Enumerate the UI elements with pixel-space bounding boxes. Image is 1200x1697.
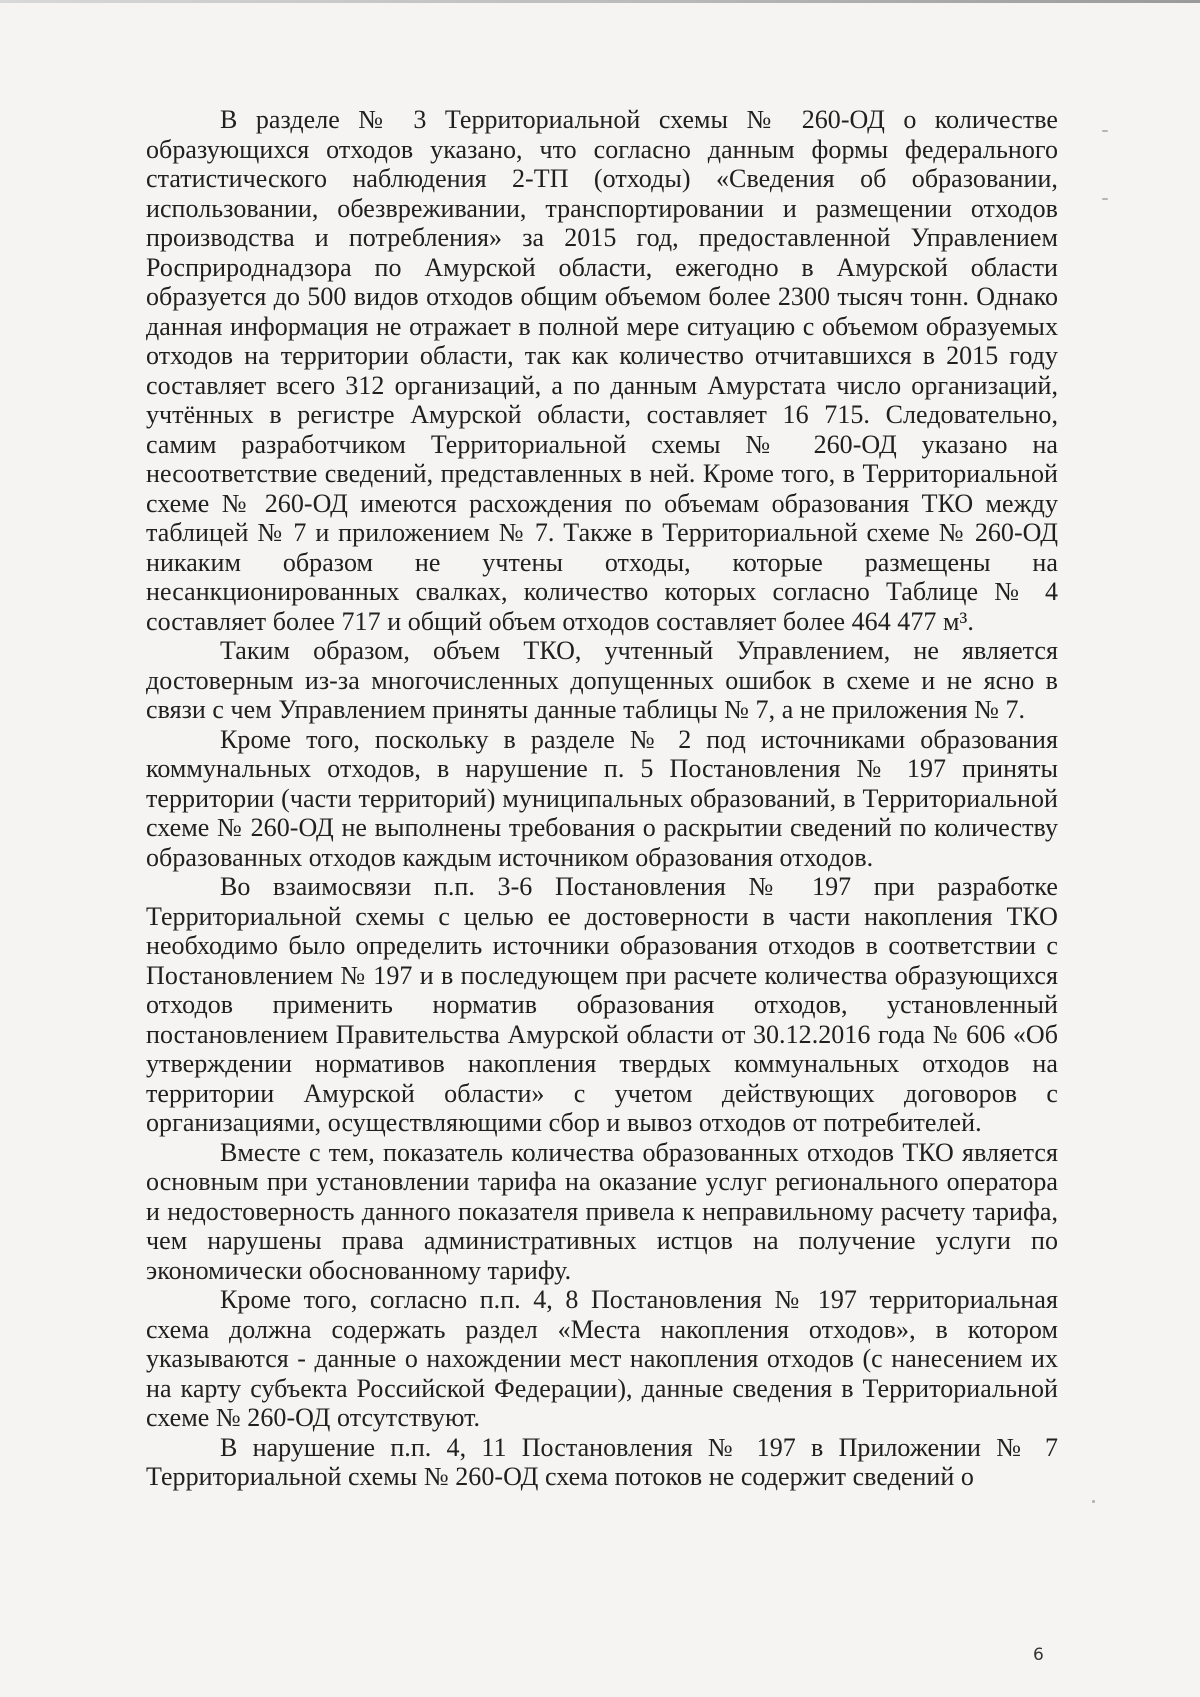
page-number: 6 <box>1033 1645 1044 1665</box>
paragraph: Кроме того, согласно п.п. 4, 8 Постановления № 197 территориальная схема должна содержать раздел «Места накопления отходов», в котором указываются - данные о нахождении мест накопления отходов (с нанесением их на карту субъекта Российской Федерации), данные сведения в Территориальной схеме № 260-ОД отсутствуют. <box>146 1285 1058 1432</box>
paragraph: Таким образом, объем ТКО, учтенный Управлением, не является достоверным из-за многочисленных допущенных ошибок в схеме и не ясно в связи с чем Управлением приняты данные таблицы № 7, а не приложения № 7. <box>146 636 1058 724</box>
page-top-edge <box>0 0 1200 3</box>
paragraph: В нарушение п.п. 4, 11 Постановления № 197 в Приложении № 7 Территориальной схемы № 260-ОД схема потоков не содержит сведений о <box>146 1432 1058 1491</box>
scan-speck <box>1092 1500 1095 1503</box>
scan-speck <box>1102 130 1108 132</box>
document-body <box>146 105 1058 1492</box>
scan-speck <box>1102 198 1108 200</box>
paragraph: Во взаимосвязи п.п. 3-6 Постановления № 197 при разработке Территориальной схемы с целью ее достоверности в части накопления ТКО необходимо было определить источники образования отходов в соответствии с Постановлением № 197 и в последующем при расчете количества образующихся отходов применить норматив образования отходов, установленный постановлением Правительства Амурской области от 30.12.2016 года № 606 «Об утверждении нормативов накопления твердых коммунальных отходов на территории Амурской области» с учетом действующих договоров с организациями, осуществляющими сбор и вывоз отходов от потребителей. <box>146 872 1058 1137</box>
paragraph: Вместе с тем, показатель количества образованных отходов ТКО является основным при установлении тарифа на оказание услуг регионального оператора и недостоверность данного показателя привела к неправильному расчету тарифа, чем нарушены права административных истцов на получение услуги по экономически обоснованному тарифу. <box>146 1137 1058 1285</box>
paragraph: В разделе № 3 Территориальной схемы № 260-ОД о количестве образующихся отходов указано, что согласно данным формы федерального статистического наблюдения 2-ТП (отходы) «Сведения об образовании, использовании, обезвреживании, транспортировании и размещении отходов производства и потребления» за 2015 год, предоставленной Управлением Росприроднадзора по Амурской области, ежегодно в Амурской области образуется до 500 видов отходов общим объемом более 2300 тысяч тонн. Однако данная информация не отражает в полной мере ситуацию с объемом образуемых отходов на территории области, так как количество отчитавшихся в 2015 году составляет всего 312 организаций, а по данным Амурстата число организаций, учтённых в регистре Амурской области, составляет 16 715. Следовательно, самим разработчиком Территориальной схемы № 260-ОД указано на несоответствие сведений, представленных в ней. Кроме того, в Территориальной схеме № 260-ОД имеются расхождения по объемам образования ТКО между таблицей № 7 и приложением № 7. Также в Территориальной схеме № 260-ОД никаким образом не учтены отходы, которые размещены на несанкционированных свалках, количество которых согласно Таблице № 4 составляет более 717 и общий объем отходов составляет более 464 477 м³. <box>146 105 1058 636</box>
paragraph: Кроме того, поскольку в разделе № 2 под источниками образования коммунальных отходов, в нарушение п. 5 Постановления № 197 приняты территории (части территорий) муниципальных образований, в Территориальной схеме № 260-ОД не выполнены требования о раскрытии сведений по количеству образованных отходов каждым источником образования отходов. <box>146 724 1058 872</box>
